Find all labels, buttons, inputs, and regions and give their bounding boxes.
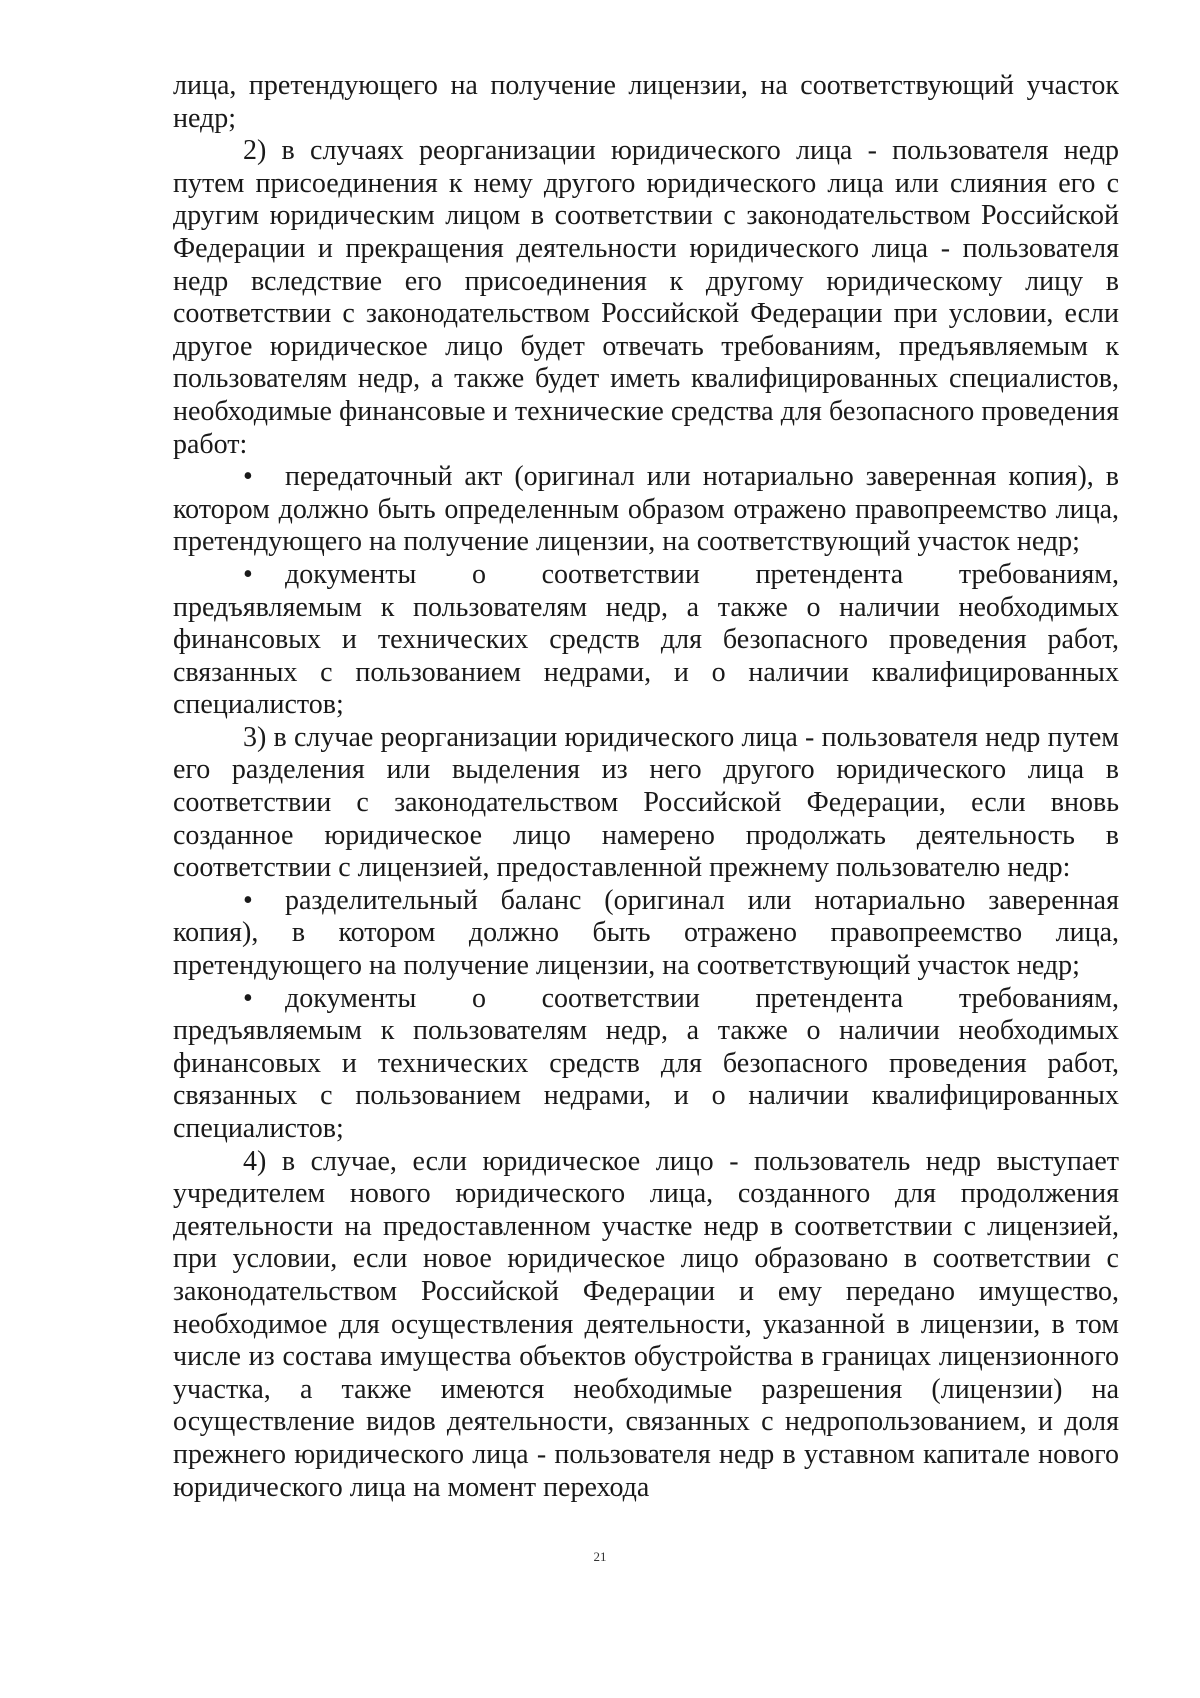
bullet-text: передаточный акт (оригинал или нотариально заверенная копия), в котором должно быть определенным образом отражено правопреемство лица, претендующего на получение лицензии, на соответствующий участок недр; [173, 461, 1119, 558]
bullet-icon: • [243, 982, 253, 1014]
bullet-icon: • [243, 558, 253, 590]
document-body [173, 70, 1119, 1504]
page-number: 21 [593, 1549, 607, 1564]
bullet-item [173, 461, 1119, 559]
paragraph-item-4: 4) в случае, если юридическое лицо - пользователь недр выступает учредителем нового юридического лица, созданного для продолжения деятельности на предоставленном участке недр в соответствии с лицензией, при условии, если новое юридическое лицо образовано в соответствии с законодательством Российской Федерации и ему передано имущество, необходимое для осуществления деятельности, указанной в лицензии, в том числе из состава имущества объектов обустройства в границах лицензионного участка, а также имеются необходимые разрешения (лицензии) на осуществление видов деятельности, связанных с недропользованием, и доля прежнего юридического лица - пользователя недр в уставном капитале нового юридического лица на момент перехода [173, 1145, 1119, 1503]
paragraph-item-3: 3) в случае реорганизации юридического лица - пользователя недр путем его разделения или выделения из него другого юридического лица в соответствии с законодательством Российской Федерации, если вновь созданное юридическое лицо намерено продолжать деятельность в соответствии с лицензией, предоставленной прежнему пользователю недр: [173, 721, 1119, 884]
bullet-text: документы о соответствии претендента требованиям, предъявляемым к пользователям недр, а также о наличии необходимых финансовых и технических средств для безопасного проведения работ, связанных с пользованием недрами, и о наличии квалифицированных специалистов; [173, 558, 1119, 721]
paragraph-continuation: лица, претендующего на получение лицензии, на соответствующий участок недр; [173, 70, 1119, 134]
bullet-icon: • [243, 884, 253, 916]
bullet-item [173, 559, 1119, 722]
bullet-item [173, 983, 1119, 1146]
bullet-item [173, 885, 1119, 983]
paragraph-item-2: 2) в случаях реорганизации юридического лица - пользователя недр путем присоединения к нему другого юридического лица или слияния его с другим юридическим лицом в соответствии с законодательством Российской Федерации и прекращения деятельности юридического лица - пользователя недр вследствие его присоединения к другому юридическому лицу в соответствии с законодательством Российской Федерации при условии, если другое юридическое лицо будет отвечать требованиям, предъявляемым к пользователям недр, а также будет иметь квалифицированных специалистов, необходимые финансовые и технические средства для безопасного проведения работ: [173, 135, 1119, 460]
bullet-icon: • [243, 461, 253, 493]
bullet-text: документы о соответствии претендента требованиям, предъявляемым к пользователям недр, а также о наличии необходимых финансовых и технических средств для безопасного проведения работ, связанных с пользованием недрами, и о наличии квалифицированных специалистов; [173, 982, 1119, 1144]
bullet-text: разделительный баланс (оригинал или нотариально заверенная копия), в котором должно быть отражено правопреемство лица, претендующего на получение лицензии, на соответствующий участок недр; [173, 884, 1119, 982]
